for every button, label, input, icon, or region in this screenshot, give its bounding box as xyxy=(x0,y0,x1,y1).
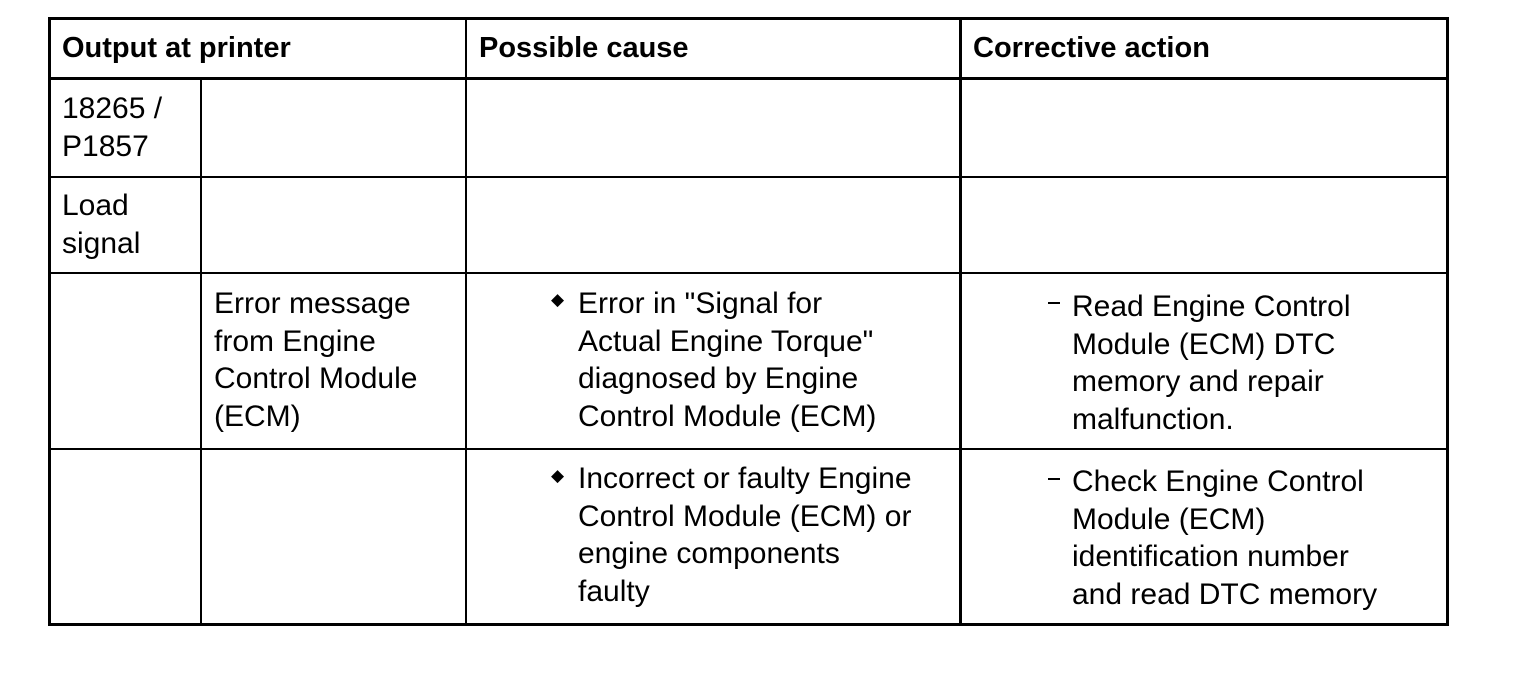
column-divider-3 xyxy=(959,17,962,626)
header-divider xyxy=(48,77,1449,80)
column-divider-2 xyxy=(465,17,467,626)
fault-description: Load signal xyxy=(62,189,141,260)
troubleshooting-table xyxy=(48,17,1449,626)
header-output-at-printer: Output at printer xyxy=(62,32,291,64)
row-divider-3 xyxy=(48,448,1449,450)
header-corrective-action: Corrective action xyxy=(973,32,1210,64)
bullet-diamond-icon: ◆ xyxy=(551,290,565,309)
table-border-left xyxy=(48,17,51,626)
table-border-right xyxy=(1446,17,1449,626)
output-detail: Error message from Engine Control Module (ECM) xyxy=(214,287,418,433)
column-divider-1 xyxy=(200,79,202,625)
table-border-bottom xyxy=(48,623,1449,626)
corrective-action-text: Check Engine Control Module (ECM) identification number and read DTC memory xyxy=(1072,465,1378,611)
fault-code: 18265 / P1857 xyxy=(62,92,163,163)
row-divider-2 xyxy=(48,272,1449,274)
table-border-top xyxy=(48,17,1449,20)
header-possible-cause: Possible cause xyxy=(479,32,689,64)
corrective-action-text: Read Engine Control Module (ECM) DTC memory and repair malfunction. xyxy=(1072,290,1351,436)
row-divider-1 xyxy=(48,176,1449,178)
possible-cause-text: Incorrect or faulty Engine Control Module (ECM) or engine components faulty xyxy=(578,462,912,608)
bullet-diamond-icon: ◆ xyxy=(551,466,565,485)
dash-icon xyxy=(1048,478,1060,480)
possible-cause-text: Error in "Signal for Actual Engine Torque" diagnosed by Engine Control Module (ECM) xyxy=(578,287,877,433)
dash-icon xyxy=(1048,302,1060,304)
